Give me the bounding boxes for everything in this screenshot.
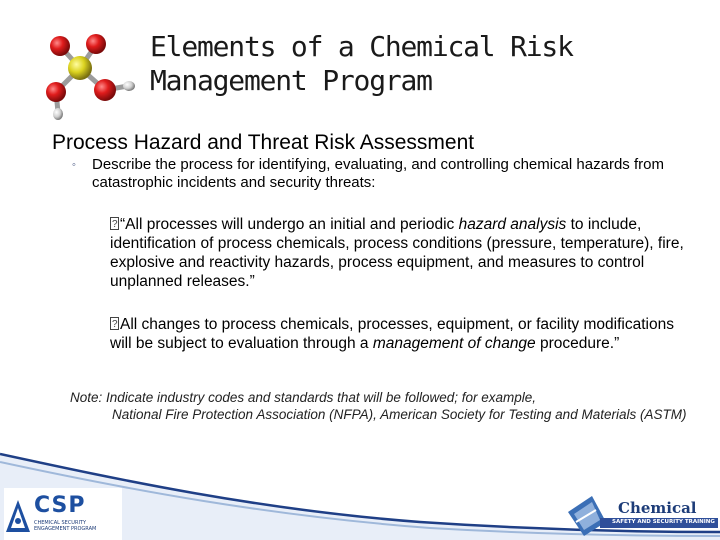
bullet-marker-icon: ◦	[72, 159, 76, 171]
slide-title	[150, 30, 690, 98]
quote1-part2: to include, identification of process chemicals, process conditions (pressure, temperature), fire, explosive and reactivity hazards, process equipment, and measures to control unplanned releases.”	[110, 216, 684, 290]
section-heading: Process Hazard and Threat Risk Assessment	[52, 131, 475, 154]
molecule-logo	[30, 30, 140, 125]
chemical-logo-text: Chemical	[618, 499, 697, 517]
missing-glyph-icon	[110, 217, 119, 230]
title-line-1: Elements of a Chemical Risk	[150, 30, 573, 63]
bullet-text: Describe the process for identifying, evaluating, and controlling chemical hazards from catastrophic incidents and security threats:	[92, 156, 664, 191]
bullet-item	[72, 156, 682, 192]
quote1-part1: “All processes will undergo an initial and periodic	[120, 216, 459, 233]
chemical-logo-subtitle: SAFETY AND SECURITY TRAINING	[612, 519, 715, 525]
quote2-emphasis: management of change	[372, 335, 536, 352]
quote2-part1: All changes to process chemicals, processes, equipment, or facility modifications will be subject to evaluation through a	[110, 316, 674, 352]
quote2-part2: procedure.”	[535, 335, 620, 352]
csp-logo-text: CSP	[34, 493, 86, 518]
missing-glyph-icon	[110, 317, 119, 330]
note	[70, 389, 690, 423]
quote-management-of-change	[110, 315, 690, 353]
quote-hazard-analysis	[110, 215, 690, 291]
csp-logo-subtitle: CHEMICAL SECURITY ENGAGEMENT PROGRAM	[34, 520, 97, 532]
note-rest: National Fire Protection Association (NFPA), American Society for Testing and Materials (ASTM)	[112, 407, 687, 422]
title-line-2: Management Program	[150, 64, 432, 97]
note-first-line: Note: Indicate industry codes and standards that will be followed; for example,	[70, 390, 537, 405]
quote1-emphasis: hazard analysis	[458, 216, 567, 233]
